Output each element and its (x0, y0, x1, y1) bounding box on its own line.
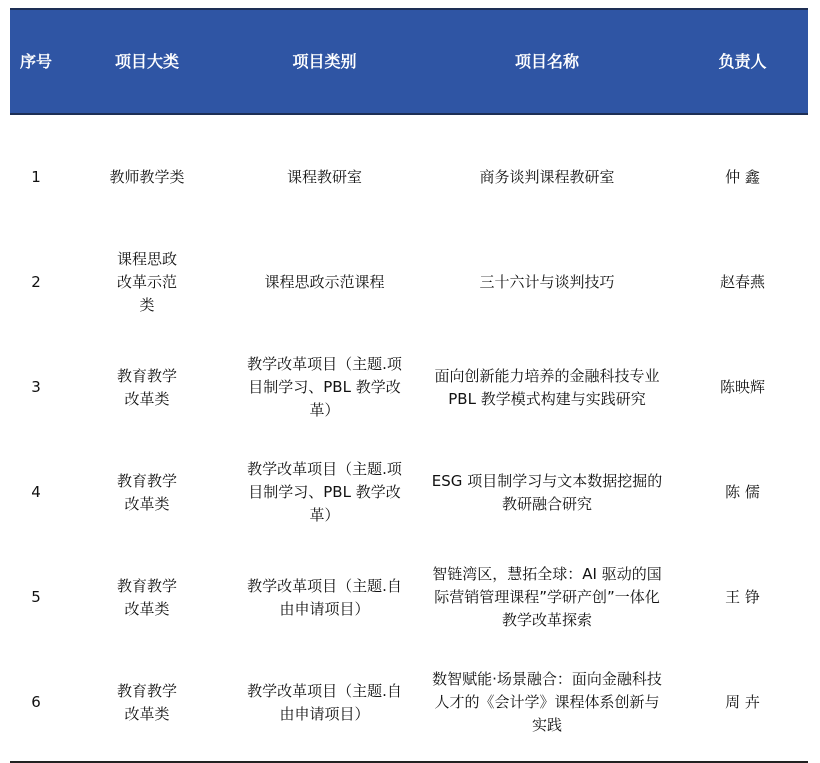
header-project-type: 项目类别 (292, 52, 357, 71)
cell-name-text: ESG 项目制学习与文本数据挖掘的教研融合研究 (431, 471, 663, 513)
cell-name-text: 商务谈判课程教研室 (479, 168, 615, 186)
cell-type-text: 教学改革项目（主题.自由申请项目） (247, 681, 402, 723)
header-gap (10, 115, 808, 125)
cell-type (232, 545, 417, 650)
cell-leader: 陈 儒 (725, 483, 760, 501)
cell-name (417, 230, 677, 335)
cell-name (417, 125, 677, 230)
cell-type (232, 335, 417, 440)
cell-name-text: 数智赋能·场景融合：面向金融科技人才的《会计学》课程体系创新与实践 (432, 670, 662, 734)
header-serial: 序号 (19, 52, 52, 71)
header-project-category: 项目大类 (114, 52, 179, 71)
table-header (10, 8, 808, 115)
header-project-name: 项目名称 (514, 52, 579, 71)
cell-serial: 3 (31, 378, 41, 396)
cell-category-text: 教育教学改革类 (116, 471, 177, 513)
table-row (10, 335, 808, 440)
cell-type-text: 教学改革项目（主题.项目制学习、PBL 教学改革） (247, 355, 402, 419)
project-table (10, 8, 808, 763)
cell-leader: 仲 鑫 (725, 168, 760, 186)
cell-category (62, 125, 232, 230)
cell-leader: 王 铮 (725, 588, 760, 606)
cell-type (232, 125, 417, 230)
cell-name (417, 545, 677, 650)
cell-type (232, 440, 417, 545)
cell-serial: 1 (31, 168, 41, 186)
cell-category (62, 335, 232, 440)
cell-category (62, 650, 232, 755)
table-row (10, 545, 808, 650)
table-row (10, 125, 808, 230)
cell-category-text: 教育教学改革类 (116, 576, 177, 618)
cell-name-text: 面向创新能力培养的金融科技专业 PBL 教学模式构建与实践研究 (434, 366, 660, 408)
cell-name (417, 440, 677, 545)
cell-leader: 周 卉 (725, 693, 760, 711)
cell-type-text: 教学改革项目（主题.自由申请项目） (247, 576, 402, 618)
cell-category (62, 545, 232, 650)
cell-category-text: 课程思政改革示范类 (116, 250, 177, 314)
cell-type-text: 课程思政示范课程 (264, 273, 385, 291)
cell-type (232, 230, 417, 335)
cell-leader: 赵春燕 (719, 273, 765, 291)
cell-type (232, 650, 417, 755)
cell-serial: 5 (31, 588, 41, 606)
cell-category (62, 230, 232, 335)
cell-name (417, 650, 677, 755)
table-row (10, 650, 808, 755)
cell-category-text: 教育教学改革类 (116, 681, 177, 723)
cell-serial: 4 (31, 483, 41, 501)
cell-category-text: 教育教学改革类 (116, 366, 177, 408)
cell-name-text: 智链湾区，慧拓全球：AI 驱动的国际营销管理课程”学研产创”一体化教学改革探索 (432, 565, 662, 629)
table-row (10, 230, 808, 335)
cell-category-text: 教师教学类 (109, 168, 185, 186)
cell-serial: 6 (31, 693, 41, 711)
cell-leader: 陈映辉 (719, 378, 765, 396)
table-row (10, 440, 808, 545)
cell-name (417, 335, 677, 440)
cell-name-text: 三十六计与谈判技巧 (479, 273, 615, 291)
cell-serial: 2 (31, 273, 41, 291)
header-leader: 负责人 (718, 52, 767, 71)
cell-category (62, 440, 232, 545)
cell-type-text: 教学改革项目（主题.项目制学习、PBL 教学改革） (247, 460, 402, 524)
cell-type-text: 课程教研室 (286, 168, 362, 186)
